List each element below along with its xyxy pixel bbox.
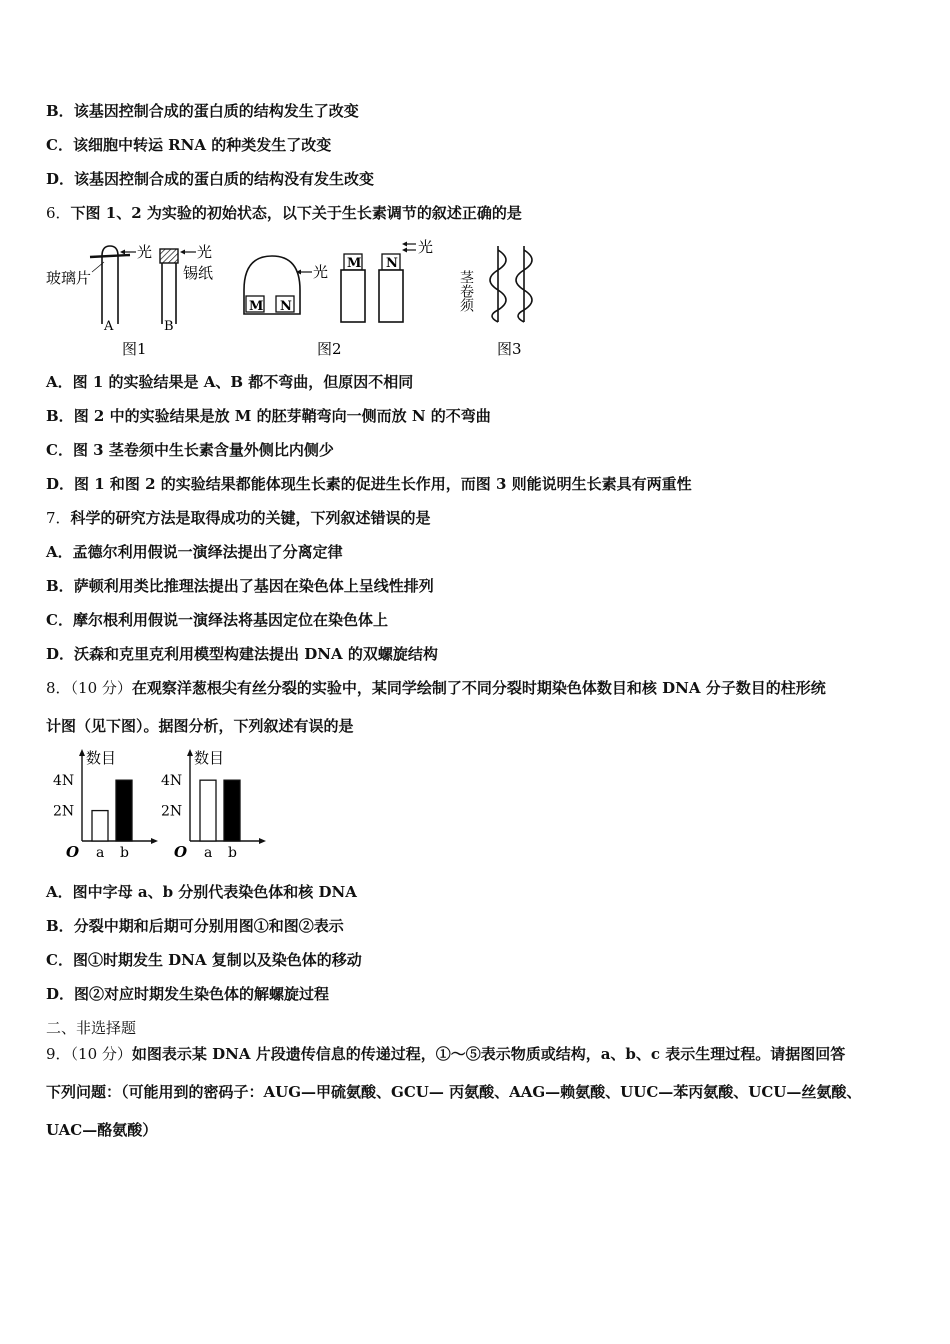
glass-label: 玻璃片 [46, 269, 92, 287]
q8-option-b: B．分裂中期和后期可分别用图①和图②表示 [46, 917, 344, 935]
fig3-caption: 图3 [497, 340, 522, 358]
seedling-label-m: M [347, 256, 362, 271]
chart-1-bar-b [224, 780, 240, 841]
chart-0-ytick-1: 4N [53, 773, 75, 790]
chart-1-x-arrow [259, 838, 266, 844]
light-label-1: 光 [137, 243, 153, 261]
q6-option-b: B．图 2 中的实验结果是放 M 的胚芽鞘弯向一侧而放 N 的不弯曲 [46, 407, 491, 425]
chart-1-ytick-0: 2N [161, 803, 183, 820]
light-label-3: 光 [313, 263, 329, 281]
fig2-caption: 图2 [317, 340, 342, 358]
q6-option-a: A．图 1 的实验结果是 A、B 都不弯曲，但原因不相同 [46, 373, 414, 391]
q5-option-d: D．该基因控制合成的蛋白质的结构没有发生改变 [46, 170, 375, 188]
fig3-tendril-left [490, 246, 506, 322]
tendril-label: 茎卷须 [458, 270, 474, 312]
q6-figure [44, 234, 564, 364]
seedling-label-n: N [386, 256, 398, 271]
chart-0-bar-a [92, 811, 108, 841]
label-a: A [104, 319, 114, 334]
q5-option-c: C．该细胞中转运 RNA 的种类发生了改变 [46, 136, 332, 154]
q8-option-c: C．图①时期发生 DNA 复制以及染色体的移动 [46, 951, 362, 969]
q8-stem-line2: 计图（见下图）。据图分析，下列叙述有误的是 [46, 717, 354, 735]
light-label-2: 光 [197, 243, 213, 261]
q6-option-c: C．图 3 茎卷须中生长素含量外侧比内侧少 [46, 441, 334, 459]
q6-option-d: D．图 1 和图 2 的实验结果都能体现生长素的促进生长作用，而图 3 则能说明生长素具有两重性 [46, 475, 692, 493]
chart-0-origin: O [66, 843, 80, 861]
light-label-4: 光 [418, 238, 434, 256]
fig1-seedling-a [90, 246, 136, 324]
chart-0-category-b: b [120, 845, 129, 861]
fig1-caption: 图1 [122, 340, 147, 358]
q7-option-d: D．沃森和克里克利用模型构建法提出 DNA 的双螺旋结构 [46, 645, 438, 663]
q8-bar-charts [48, 744, 278, 864]
q6-stem: 6．下图 1、2 为实验的初始状态，以下关于生长素调节的叙述正确的是 [46, 204, 522, 222]
q8-option-a: A．图中字母 a、b 分别代表染色体和核 DNA [46, 883, 357, 901]
chart-1-ylabel: 数目 [194, 749, 225, 767]
glass-plate [90, 255, 130, 257]
fig1-seedling-b [160, 249, 196, 324]
q9-line1: 9．（10 分）如图表示某 DNA 片段遗传信息的传递过程，①～⑤表示物质或结构，a、b、c 表示生理过程。请据图回答 [46, 1045, 846, 1063]
chart-1-ytick-1: 4N [161, 773, 183, 790]
chart-0-y-arrow [79, 749, 85, 756]
q8-stem-line1: 8．（10 分）在观察洋葱根尖有丝分裂的实验中，某同学绘制了不同分裂时期染色体数目和核 DNA 分子数目的柱形统 [46, 679, 826, 697]
dome-label-n: N [280, 299, 292, 314]
q9-line2: 下列问题：（可能用到的密码子：AUG—甲硫氨酸、GCU— 丙氨酸、AAG—赖氨酸、UUC—苯丙氨酸、UCU—丝氨酸、 [46, 1083, 862, 1101]
chart-0-ytick-0: 2N [53, 803, 75, 820]
chart-0-ylabel: 数目 [86, 749, 117, 767]
fig3-tendril-right [516, 246, 532, 322]
chart-0-category-a: a [96, 845, 105, 861]
chart-0-bar-b [116, 780, 132, 841]
q7-option-a: A．孟德尔利用假说一演绎法提出了分离定律 [46, 543, 343, 561]
dome-label-m: M [249, 299, 264, 314]
chart-1-origin: O [174, 843, 188, 861]
chart-1-category-a: a [204, 845, 213, 861]
chart-1-y-arrow [187, 749, 193, 756]
q8-option-d: D．图②对应时期发生染色体的解螺旋过程 [46, 985, 330, 1003]
foil-cap [160, 249, 178, 263]
q7-option-c: C．摩尔根利用假说一演绎法将基因定位在染色体上 [46, 611, 388, 629]
q9-line3: UAC—酪氨酸） [46, 1121, 158, 1139]
q7-option-b: B．萨顿利用类比推理法提出了基因在染色体上呈线性排列 [46, 577, 434, 595]
chart-1-bar-a [200, 780, 216, 841]
q5-option-b: B．该基因控制合成的蛋白质的结构发生了改变 [46, 102, 359, 120]
foil-label: 锡纸 [183, 264, 214, 282]
chart-0-x-arrow [151, 838, 158, 844]
label-b: B [164, 319, 174, 334]
chart-1-category-b: b [228, 845, 237, 861]
section-title: 二、非选择题 [46, 1019, 137, 1037]
q7-stem: 7．科学的研究方法是取得成功的关键，下列叙述错误的是 [46, 509, 431, 527]
